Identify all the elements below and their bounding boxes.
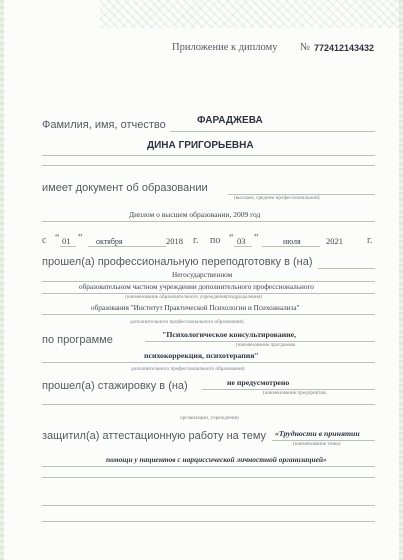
program-line-2: психокоррекция, психотерапия" [144, 351, 259, 360]
year-suffix-1: г. [193, 235, 199, 246]
header-prefix: Приложение к диплому [172, 42, 278, 53]
thesis-extra-underline-2 [42, 505, 375, 506]
name-label: Фамилия, имя, отчество [42, 119, 166, 131]
program-label: по программе [42, 334, 113, 346]
surname-value: ФАРАДЖЕВА [197, 115, 263, 126]
thesis-extra-underline-3 [42, 521, 375, 522]
internship-hint-2: организации, учреждения) [180, 415, 239, 421]
period-from-month-underline [88, 246, 166, 247]
year-suffix-2: г. [367, 235, 373, 246]
period-to-day-underline [234, 246, 252, 247]
period-from-day: 01 [62, 236, 71, 246]
program-hint-2: дополнительного профессионального образования) [131, 366, 245, 372]
education-document-underline [42, 221, 375, 222]
program-line-1: "Психологическое консультирование, [162, 330, 297, 339]
top-security-pattern [100, 0, 400, 28]
education-document: Диплом о высшем образовании, 2009 год [129, 210, 261, 219]
org-line-2: образовательном частном учреждении дополнительного профессионального [79, 283, 314, 291]
name-extra-underline [42, 165, 375, 166]
thesis-line-2: помощи у пациентов с нарциссической личностной организацией» [106, 455, 327, 464]
given-names-underline [42, 155, 375, 156]
surname-underline [170, 131, 375, 132]
right-ornament-border [399, 0, 403, 560]
org-line-3-underline [42, 314, 375, 315]
period-to-quote-open: “ [229, 233, 234, 244]
period-to-month: июля [283, 237, 301, 246]
org-hint-2: дополнительного профессионального образования) [130, 319, 244, 325]
internship-label: прошел(а) стажировку в (на) [42, 380, 188, 392]
number-sign: № [300, 42, 311, 53]
given-names-value: ДИНА ГРИГОРЬЕВНА [147, 140, 254, 151]
internship-value: не предусмотрено [227, 378, 290, 387]
retraining-underline [318, 268, 375, 269]
org-hint: (наименование образовательного учреждения(подразделения) [125, 294, 262, 300]
period-to-quote-close: ” [254, 233, 259, 244]
thesis-line-2-underline [42, 466, 375, 467]
program-hint-1: (наименование программы [236, 342, 296, 348]
period-from-quote-open: “ [55, 233, 60, 244]
period-from-month: октября [96, 237, 123, 246]
period-from-prefix: с [42, 235, 47, 246]
retraining-label: прошел(а) профессиональную переподготовку в (на) [42, 256, 313, 268]
period-from-day-underline [60, 246, 76, 247]
diploma-number: 772412143432 [314, 43, 375, 53]
thesis-line-1: «Трудности в принятии [275, 429, 360, 438]
period-to-month-underline [262, 246, 320, 247]
left-ornament-border [0, 0, 4, 560]
period-to-day: 03 [237, 236, 246, 246]
org-line-3: образования "Институт Практической Психологии и Психоанализа" [91, 304, 300, 312]
period-from-year: 2018 [166, 236, 183, 246]
thesis-label: защитил(а) аттестационную работу на тему [42, 430, 267, 442]
period-to-prefix: по [210, 235, 221, 246]
education-label: имеет документ об образовании [42, 182, 208, 194]
program-line-2-underline [42, 362, 375, 363]
education-hint: (высшем, среднем профессиональном) [234, 195, 320, 201]
period-to-year: 2021 [326, 236, 343, 246]
period-from-quote-close: ” [78, 233, 83, 244]
org-line-1: Негосударственном [172, 271, 233, 279]
internship-hint-1: (наименование предприятия, [263, 390, 327, 396]
thesis-hint: (наименование темы) [293, 441, 341, 447]
internship-extra-underline [42, 404, 375, 405]
org-line-1-underline [42, 281, 375, 282]
thesis-extra-underline-1 [42, 477, 375, 478]
